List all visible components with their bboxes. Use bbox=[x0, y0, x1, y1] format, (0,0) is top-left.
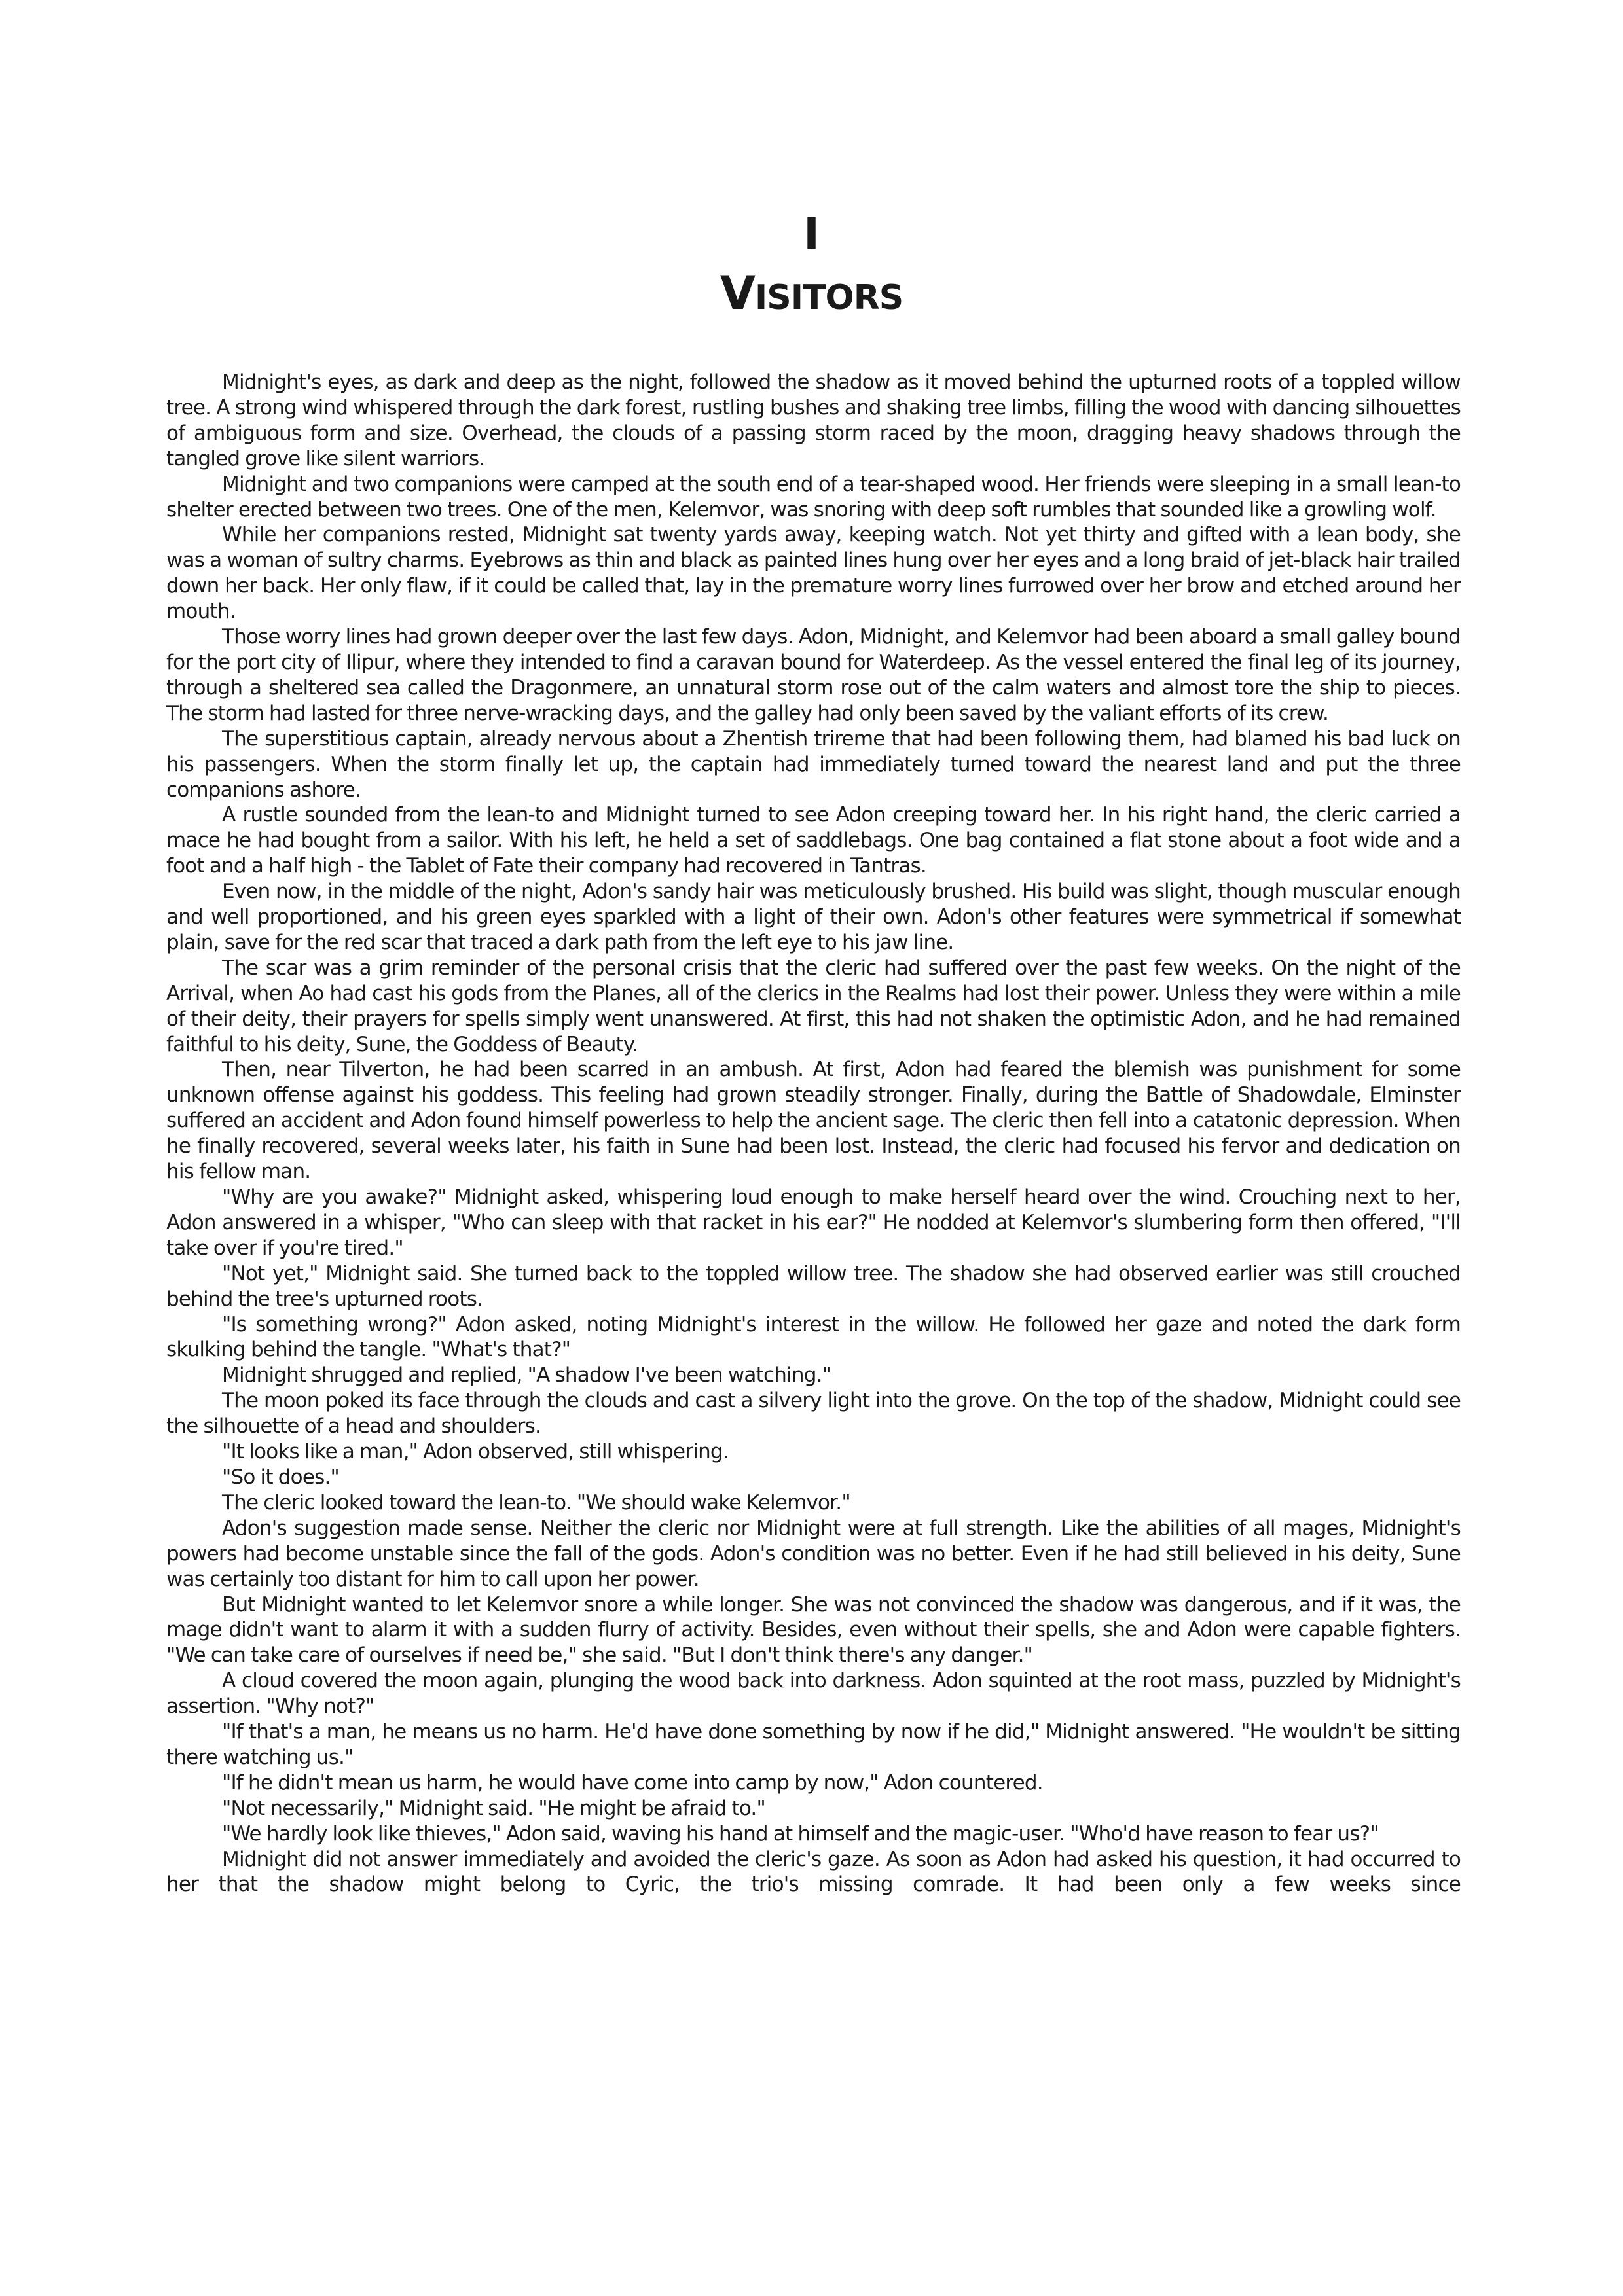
paragraph: Then, near Tilverton, he had been scarred in an ambush. At first, Adon had feared the blemish was punishment for some unknown offense against his goddess. This feeling had grown steadily stronger. Finally, during the Battle of Shadowdale, Elminster suffered an accident and Adon found himself powerless to help the ancient sage. The cleric then fell into a catatonic depression. When he finally recovered, several weeks later, his faith in Sune had been lost. Instead, the cleric had focused his fervor and dedication on his fellow man. bbox=[166, 1058, 1461, 1184]
chapter-title-initial: V bbox=[720, 266, 755, 320]
paragraph: "Not yet," Midnight said. She turned back to the toppled willow tree. The shadow she had observed earlier was still crouched behind the tree's upturned roots. bbox=[166, 1261, 1461, 1311]
chapter-title-small-caps: ISITORS bbox=[754, 278, 903, 317]
paragraph: The moon poked its face through the clouds and cast a silvery light into the grove. On the top of the shadow, Midnight could see the silhouette of a head and shoulders. bbox=[166, 1389, 1461, 1439]
paragraph: "If he didn't mean us harm, he would have come into camp by now," Adon countered. bbox=[222, 1770, 1043, 1795]
paragraph: Midnight and two companions were camped at the south end of a tear-shaped wood. Her friends were sleeping in a small lean-to shelter erected between two trees. One of the men, Kelemvor, was snoring with deep soft rumbles that sounded like a growling wolf. bbox=[166, 472, 1461, 522]
chapter-number: I bbox=[803, 209, 820, 259]
paragraph: Even now, in the middle of the night, Adon's sandy hair was meticulously brushed. His build was slight, though muscular enough and well proportioned, and his green eyes sparkled with a light of their own. Adon's other features were symmetrical if somewhat plain, save for the red scar that traced a dark path from the left eye to his jaw line. bbox=[166, 880, 1461, 954]
paragraph: "We hardly look like thieves," Adon said, waving his hand at himself and the magic-user. "Who'd have reason to fear us?" bbox=[222, 1821, 1379, 1846]
paragraph: "So it does." bbox=[222, 1465, 339, 1489]
paragraph: "It looks like a man," Adon observed, still whispering. bbox=[222, 1440, 729, 1464]
paragraph: Those worry lines had grown deeper over the last few days. Adon, Midnight, and Kelemvor had been aboard a small galley bound for the port city of Ilipur, where they intended to find a caravan bound for Waterdeep. As the vessel entered the final leg of its journey, through a sheltered sea called the Dragonmere, an unnatural storm rose out of the calm waters and almost tore the ship to pieces. The storm had lasted for three nerve-wracking days, and the galley had only been saved by the valiant efforts of its crew. bbox=[166, 625, 1461, 725]
paragraph: Adon's suggestion made sense. Neither the cleric nor Midnight were at full strength. Like the abilities of all mages, Midnight's powers had become unstable since the fall of the gods. Adon's condition was no better. Even if he had still believed in his deity, Sune was certainly too distant for him to call upon her power. bbox=[166, 1516, 1461, 1591]
paragraph: Midnight's eyes, as dark and deep as the night, followed the shadow as it moved behind the upturned roots of a toppled willow tree. A strong wind whispered through the dark forest, rustling bushes and shaking tree limbs, filling the wood with dancing silhouettes of ambiguous form and size. Overhead, the clouds of a passing storm raced by the moon, dragging heavy shadows through the tangled grove like silent warriors. bbox=[166, 370, 1461, 471]
paragraph: The scar was a grim reminder of the personal crisis that the cleric had suffered over the past few weeks. On the night of the Arrival, when Ao had cast his gods from the Planes, all of the clerics in the Realms had lost their power. Unless they were within a mile of their deity, their prayers for spells simply went unanswered. At first, this had not shaken the optimistic Adon, and he had remained faithful to his deity, Sune, the Goddess of Beauty. bbox=[166, 956, 1461, 1056]
paragraph: The superstitious captain, already nervous about a Zhentish trireme that had been following them, had blamed his bad luck on his passengers. When the storm finally let up, the captain had immediately turned toward the nearest land and put the three companions ashore. bbox=[166, 726, 1461, 802]
paragraph: "Not necessarily," Midnight said. "He might be afraid to." bbox=[222, 1796, 765, 1820]
paragraph: "If that's a man, he means us no harm. He'd have done something by now if he did," Midnight answered. "He wouldn't be sitting there watching us." bbox=[166, 1720, 1461, 1769]
paragraph: Midnight shrugged and replied, "A shadow I've been watching." bbox=[222, 1363, 831, 1388]
paragraph: The cleric looked toward the lean-to. "We should wake Kelemvor." bbox=[222, 1490, 850, 1515]
chapter-title bbox=[0, 265, 1623, 326]
paragraph: A cloud covered the moon again, plunging the wood back into darkness. Adon squinted at the root mass, puzzled by Midnight's assertion. "Why not?" bbox=[166, 1669, 1461, 1719]
chapter-body bbox=[166, 370, 1461, 2242]
paragraph: "Is something wrong?" Adon asked, noting Midnight's interest in the willow. He followed her gaze and noted the dark form skulking behind the tangle. "What's that?" bbox=[166, 1312, 1461, 1362]
paragraph: "Why are you awake?" Midnight asked, whispering loud enough to make herself heard over the wind. Crouching next to her, Adon answered in a whisper, "Who can sleep with that racket in his ear?" He nodded at Kelemvor's slumbering form then offered, "I'll take over if you're tired." bbox=[166, 1185, 1461, 1260]
paragraph: A rustle sounded from the lean-to and Midnight turned to see Adon creeping toward her. In his right hand, the cleric carried a mace he had bought from a sailor. With his left, he held a set of saddlebags. One bag contained a flat stone about a foot wide and a foot and a half high - the Tablet of Fate their company had recovered in Tantras. bbox=[166, 803, 1461, 878]
paragraph: While her companions rested, Midnight sat twenty yards away, keeping watch. Not yet thirty and gifted with a lean body, she was a woman of sultry charms. Eyebrows as thin and black as painted lines hung over her eyes and a long braid of jet-black hair trailed down her back. Her only flaw, if it could be called that, lay in the premature worry lines furrowed over her brow and etched around her mouth. bbox=[166, 523, 1461, 624]
paragraph: Midnight did not answer immediately and avoided the cleric's gaze. As soon as Adon had asked his question, it had occurred to her that the shadow might belong to Cyric, the trio's missing comrade. It had been only a few weeks since bbox=[166, 1847, 1461, 1897]
paragraph: But Midnight wanted to let Kelemvor snore a while longer. She was not convinced the shadow was dangerous, and if it was, the mage didn't want to alarm it with a sudden flurry of activity. Besides, even without their spells, she and Adon were capable fighters. "We can take care of ourselves if need be," she said. "But I don't think there's any danger." bbox=[166, 1592, 1461, 1668]
